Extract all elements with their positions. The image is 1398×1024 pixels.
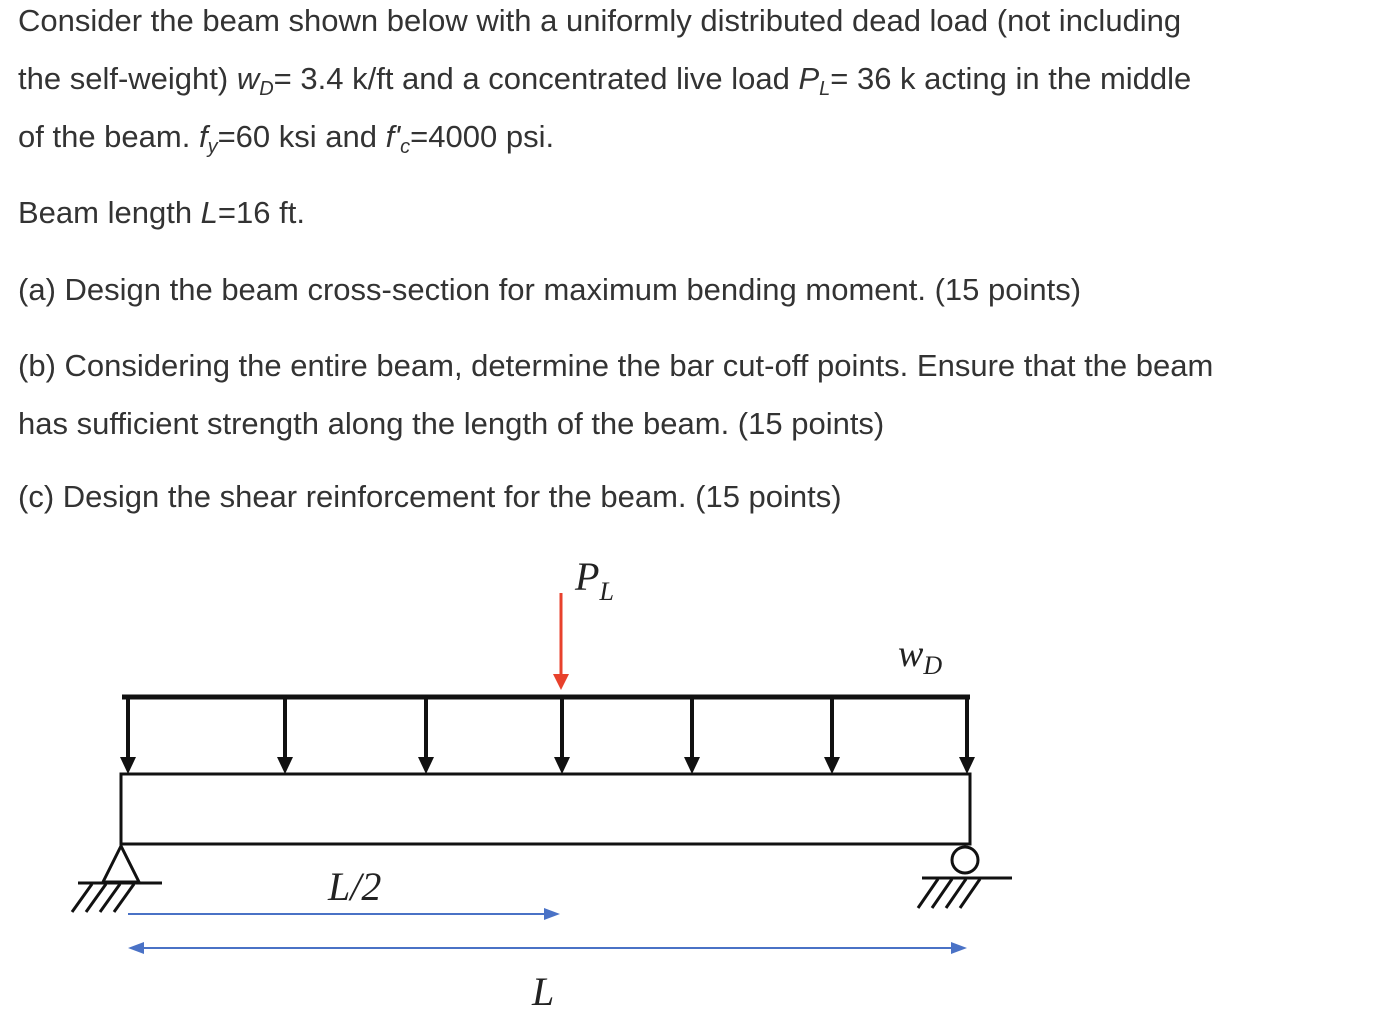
live-load-symbol: P bbox=[798, 61, 820, 96]
dead-load-subscript: D bbox=[259, 78, 274, 100]
length-symbol: L bbox=[200, 195, 218, 230]
span-arrow-head-left bbox=[128, 942, 144, 954]
fc-value-text: =4000 psi. bbox=[410, 119, 555, 154]
fy-value-text: =60 ksi and bbox=[217, 119, 386, 154]
distributed-load-arrows bbox=[120, 697, 975, 774]
live-load-value-text: = 36 k acting in the middle bbox=[830, 61, 1192, 96]
beam bbox=[121, 774, 970, 844]
roller-support bbox=[918, 847, 1012, 908]
beam-length-value: =16 ft. bbox=[217, 195, 305, 230]
half-span-label: L/2 bbox=[328, 864, 382, 909]
dead-load-value-text: = 3.4 k/ft and a concentrated live load bbox=[273, 61, 799, 96]
point-load-arrow-head bbox=[553, 674, 569, 690]
point-load-label: $P_L$ bbox=[575, 554, 614, 606]
dead-load-symbol: w bbox=[236, 61, 260, 96]
fy-subscript: y bbox=[207, 136, 218, 158]
part-c: (c) Design the shear reinforcement for the beam. (15 points) bbox=[18, 479, 842, 514]
fc-symbol: f' bbox=[385, 119, 401, 154]
intro-line-1: Consider the beam shown below with a uniformly distributed dead load (not including bbox=[18, 3, 1182, 38]
intro-line-2-start: the self-weight) bbox=[18, 61, 237, 96]
part-b-line-2: has sufficient strength along the length of the beam. (15 points) bbox=[18, 406, 885, 441]
beam-length-prefix: Beam length bbox=[18, 195, 201, 230]
live-load-subscript: L bbox=[819, 78, 831, 100]
part-a: (a) Design the beam cross-section for maximum bending moment. (15 points) bbox=[18, 272, 1082, 307]
fy-symbol: f bbox=[198, 119, 208, 154]
pin-support bbox=[72, 846, 162, 912]
fc-subscript: c bbox=[400, 136, 411, 158]
part-b-line-1: (b) Considering the entire beam, determine the bar cut-off points. Ensure that the beam bbox=[18, 348, 1214, 383]
span-arrow-head-right bbox=[951, 942, 967, 954]
intro-line-3-start: of the beam. bbox=[18, 119, 199, 154]
distributed-load-label: $w_D$ bbox=[898, 633, 943, 680]
span-label: L bbox=[532, 969, 555, 1014]
half-span-arrow-head bbox=[544, 908, 560, 920]
